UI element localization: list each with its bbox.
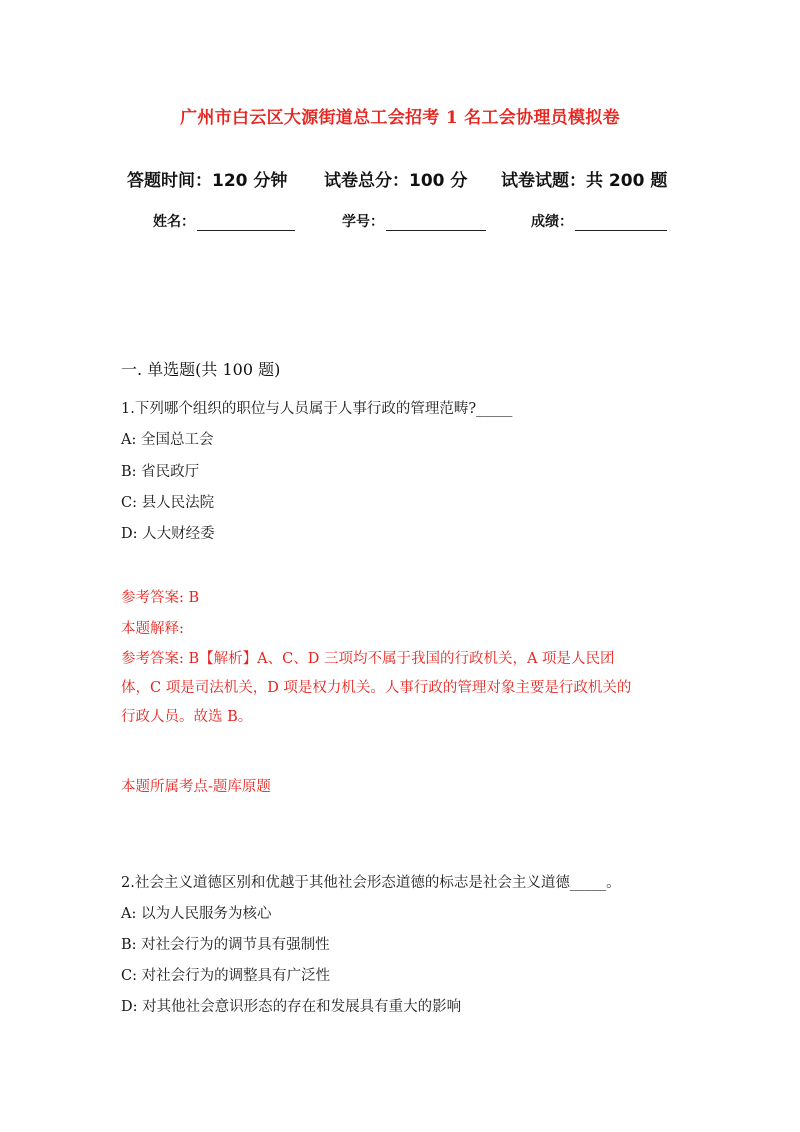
grade-field [531,211,667,231]
name-label: 姓名： [153,214,195,230]
meta-count: 试卷试题：共 200 题 [501,171,668,191]
explanation-line: 参考答案: B【解析】A、C、D 三项均不属于我国的行政机关，A 项是人民团 [121,651,615,667]
question-stem: 2.社会主义道德区别和优越于其他社会形态道德的标志是社会主义道德_____。 [121,875,621,891]
explanation-label: 本题解释: [121,621,184,637]
option-d: D: 对其他社会意识形态的存在和发展具有重大的影响 [121,999,462,1015]
id-field [342,211,486,231]
option-d: D: 人大财经委 [121,526,215,542]
grade-label: 成绩： [531,214,573,230]
grade-blank[interactable] [575,216,667,231]
exam-title: 广州市白云区大源街道总工会招考 1 名工会协理员模拟卷 [180,108,620,128]
option-a: A: 以为人民服务为核心 [121,906,272,922]
question-stem: 1.下列哪个组织的职位与人员属于人事行政的管理范畴?_____ [121,401,513,417]
topic-note: 本题所属考点-题库原题 [121,779,271,795]
explanation-line: 体，C 项是司法机关，D 项是权力机关。人事行政的管理对象主要是行政机关的 [121,680,632,696]
name-field [153,211,295,231]
reference-answer: 参考答案: B [121,590,200,606]
explanation-text [121,645,681,732]
id-blank[interactable] [386,216,486,231]
name-blank[interactable] [197,216,295,231]
option-b: B: 省民政厅 [121,464,200,480]
option-a: A: 全国总工会 [121,432,214,448]
explanation-line: 行政人员。故选 B。 [121,709,253,725]
meta-time: 答题时间：120 分钟 [127,171,288,191]
option-c: C: 县人民法院 [121,495,215,511]
option-c: C: 对社会行为的调整具有广泛性 [121,968,331,984]
id-label: 学号： [342,214,384,230]
meta-score: 试卷总分：100 分 [324,171,468,191]
section-title: 一. 单选题(共 100 题) [121,360,281,379]
option-b: B: 对社会行为的调节具有强制性 [121,937,330,953]
